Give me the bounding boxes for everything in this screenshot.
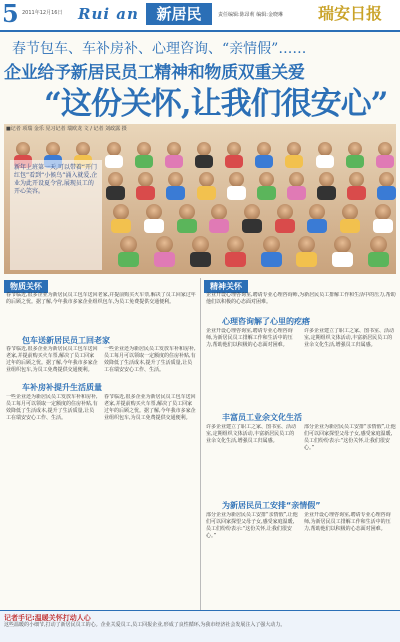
child-figure — [227, 236, 244, 253]
child-shirt — [261, 252, 282, 267]
child-figure — [199, 172, 214, 187]
child-shirt — [111, 219, 131, 233]
column-divider — [200, 278, 201, 616]
child-figure — [76, 142, 90, 156]
child-shirt — [165, 155, 183, 168]
main-headline: “这份关怀,让我们很安心” — [44, 86, 388, 122]
editors-line: 责任编辑:陈昂莉 编辑:金晓琳 — [218, 12, 283, 18]
child-shirt — [154, 252, 175, 267]
right-subhead-culture: 丰富员工业余文化生活 — [222, 413, 302, 422]
child-figure — [348, 142, 362, 156]
child-shirt — [376, 155, 394, 168]
child-shirt — [347, 186, 366, 200]
photo-caption: 新年上班第一天,可以带着“开门红包”看到“小候鸟”涌入就爱,企业为此开设夏令营,展现员工的开心笑容。 — [10, 160, 102, 270]
child-shirt — [346, 155, 364, 168]
right-intro-text: 企业开设心理咨询室,聘请专业心理咨询师,为新居民员工排解工作和生活中的压力,帮助他们以积极的心态面对困难。 — [206, 292, 396, 305]
photo-byline: ■记者 项瑞 金乐 见习记者 瑞欧龙 文 / 记者 刘政露 摄 — [6, 126, 127, 132]
child-figure — [259, 172, 274, 187]
right-subhead-family-leave: 为新居民员工安排“亲情假” — [222, 501, 321, 510]
child-figure — [309, 204, 325, 220]
child-figure — [138, 172, 153, 187]
child-figure — [229, 172, 244, 187]
child-figure — [319, 172, 334, 187]
child-shirt — [373, 219, 393, 233]
tab-spiritual-care: 精神关怀 — [204, 280, 248, 293]
left-subhead-subsidy: 车补房补提升生活质量 — [22, 383, 102, 392]
child-shirt — [105, 155, 123, 168]
child-shirt — [225, 252, 246, 267]
child-figure — [46, 142, 60, 156]
left-intro-text: 春节临近,很多企业为新居民员工包车送回老家,并提前购买火车票,解决了员工回家过年的后顾之忧。据了解,今年我市多家企业组织包车,为员工免费提供交通便利。 — [6, 292, 196, 305]
child-shirt — [144, 219, 164, 233]
child-figure — [120, 236, 137, 253]
child-figure — [211, 204, 227, 220]
child-shirt — [340, 219, 360, 233]
child-figure — [108, 172, 123, 187]
child-figure — [378, 142, 392, 156]
right-body-col-a: 企业开设心理咨询室,聘请专业心理咨询师,为新居民员工排解工作和生活中的压力,帮助他们以积极的心态面对困难。 — [206, 328, 293, 348]
kicker-headline: 春节包车、车补房补、心理咨询、“亲情假”…… — [12, 41, 307, 57]
newspaper-logo: 瑞安日报 — [318, 4, 383, 23]
left-body-col-d: 春节临近,很多企业为新居民员工包车送回老家,并提前购买火车票,解决了员工回家过年的后顾之忧。据了解,今年我市多家企业组织包车,为员工免费提供交通便利。 — [104, 394, 196, 421]
child-shirt — [195, 155, 213, 168]
child-figure — [167, 142, 181, 156]
child-figure — [263, 236, 280, 253]
right-body-col-d: 部分企业为新居民员工安排“亲情假”,让他们可以回家探望父母子女,感受家庭温暖,员工们纷纷表示:“这份关怀,让我们很安心。” — [304, 424, 396, 451]
left-body-col-c: 一些企业还为新居民员工发放车补和房补,员工每月可以领取一定额度的住房补贴,有效降低了生活成本,提升了生活质量,让员工在瑞安安心工作、生活。 — [6, 394, 98, 421]
child-shirt — [242, 219, 262, 233]
child-figure — [137, 142, 151, 156]
child-figure — [107, 142, 121, 156]
child-figure — [334, 236, 351, 253]
child-shirt — [255, 155, 273, 168]
child-shirt — [197, 186, 216, 200]
child-shirt — [166, 186, 185, 200]
child-shirt — [307, 219, 327, 233]
child-shirt — [118, 252, 139, 267]
section-title: 新居民 — [146, 3, 212, 25]
page-number: 5 — [2, 0, 19, 28]
child-shirt — [316, 155, 334, 168]
child-figure — [197, 142, 211, 156]
child-figure — [257, 142, 271, 156]
child-figure — [318, 142, 332, 156]
child-figure — [289, 172, 304, 187]
child-shirt — [225, 155, 243, 168]
issue-date: 2011年12月16日 — [22, 10, 63, 16]
right-body-col-b: 许多企业建立了职工之家、图书室、活动室,定期组织文体活动,丰富新居民员工的业余文化生活,增强员工归属感。 — [304, 328, 395, 348]
child-figure — [287, 142, 301, 156]
reporter-note-title: 记者手记:温暖关怀打动人心 — [4, 614, 91, 622]
child-shirt — [275, 219, 295, 233]
latin-masthead: Rui an — [78, 5, 139, 23]
child-shirt — [136, 186, 155, 200]
child-figure — [192, 236, 209, 253]
reporter-note-text: 这些温暖的小细节,打动了新居民员工的心。企业关爱员工,员工回报企业,形成了良性循环,为我市经济社会发展注入了强大动力。 — [4, 622, 286, 628]
right-body-col-c: 许多企业建立了职工之家、图书室、活动室,定期组织文体活动,丰富新居民员工的业余文化生活,增强员工归属感。 — [206, 424, 297, 444]
child-figure — [179, 204, 195, 220]
child-figure — [244, 204, 260, 220]
child-figure — [375, 204, 391, 220]
child-figure — [156, 236, 173, 253]
child-shirt — [190, 252, 211, 267]
child-shirt — [257, 186, 276, 200]
child-shirt — [377, 186, 396, 200]
right-body-col-f: 企业开设心理咨询室,聘请专业心理咨询师,为新居民员工排解工作和生活中的压力,帮助他们以积极的心态面对困难。 — [304, 512, 391, 532]
child-figure — [349, 172, 364, 187]
child-shirt — [209, 219, 229, 233]
right-subhead-counseling: 心理咨询解了心里的疙瘩 — [222, 317, 310, 326]
tab-material-care: 物质关怀 — [4, 280, 48, 293]
child-figure — [379, 172, 394, 187]
deck-headline: 企业给予新居民员工精神和物质双重关爱 — [4, 63, 305, 83]
child-shirt — [177, 219, 197, 233]
right-body-col-e: 部分企业为新居民员工安排“亲情假”,让他们可以回家探望父母子女,感受家庭温暖,员工们纷纷表示:“这份关怀,让我们很安心。” — [206, 512, 298, 539]
child-shirt — [106, 186, 125, 200]
child-shirt — [368, 252, 389, 267]
child-shirt — [285, 155, 303, 168]
child-figure — [16, 142, 30, 156]
left-body-col-a: 春节临近,很多企业为新居民员工包车送回老家,并提前购买火车票,解决了员工回家过年的后顾之忧。据了解,今年我市多家企业组织包车,为员工免费提供交通便利。 — [6, 346, 98, 373]
child-shirt — [287, 186, 306, 200]
child-figure — [113, 204, 129, 220]
child-shirt — [317, 186, 336, 200]
child-shirt — [135, 155, 153, 168]
child-shirt — [227, 186, 246, 200]
child-figure — [277, 204, 293, 220]
child-figure — [342, 204, 358, 220]
child-figure — [370, 236, 387, 253]
child-figure — [168, 172, 183, 187]
child-figure — [298, 236, 315, 253]
child-figure — [227, 142, 241, 156]
child-shirt — [296, 252, 317, 267]
left-subhead-bus: 包车送新居民员工回老家 — [22, 336, 110, 345]
child-figure — [146, 204, 162, 220]
left-body-col-b: 一些企业还为新居民员工发放车补和房补,员工每月可以领取一定额度的住房补贴,有效降低了生活成本,提升了生活质量,让员工在瑞安安心工作、生活。 — [104, 346, 196, 373]
child-shirt — [332, 252, 353, 267]
